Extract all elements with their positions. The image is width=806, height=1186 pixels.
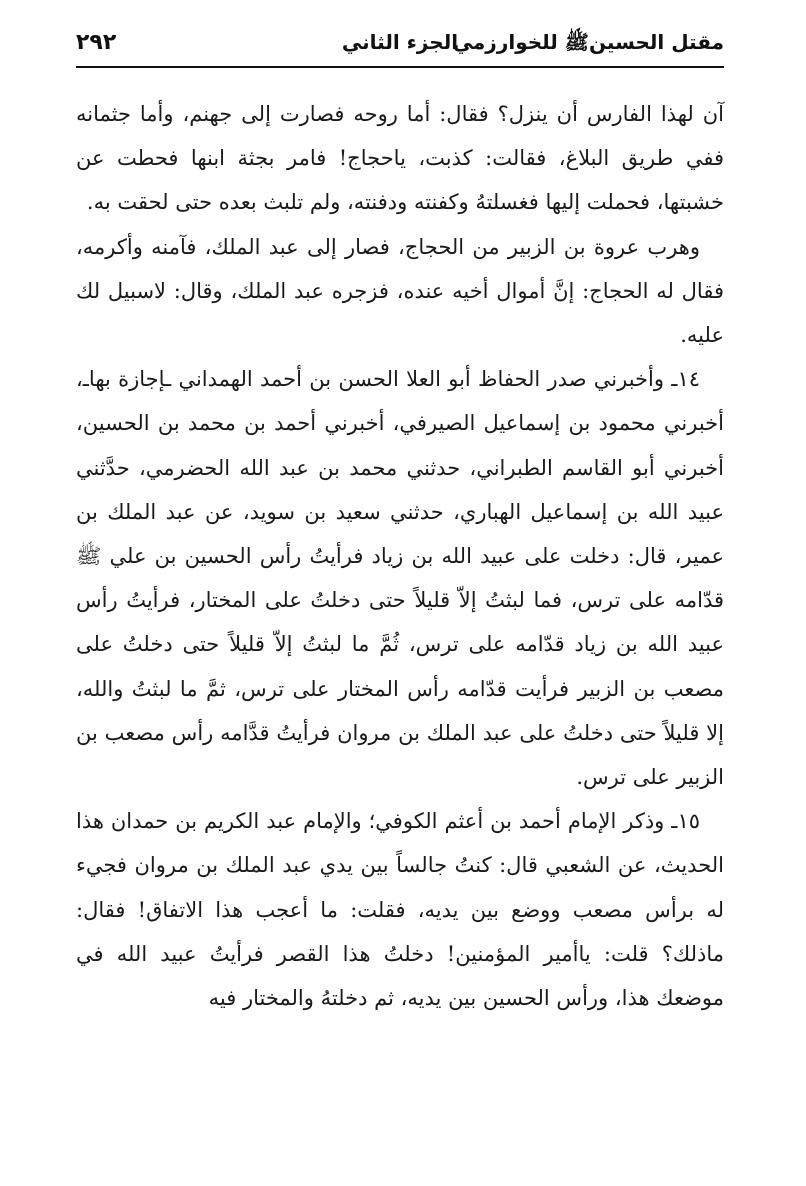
page-header [76, 30, 724, 64]
page-number: ٢٩٢ [76, 30, 117, 55]
header-rule [76, 66, 724, 68]
paragraph-1: آن لهذا الفارس أن ينزل؟ فقال: أما روحه فصارت إلى جهنم، وأما جثمانه ففي طريق البلاغ، فقالت: كذبت، ياحجاج! فامر بجثة ابنها فحطت عن خشبتها، فحملت إليها فغسلتهُ وكفنته ودفنته، ولم تلبث بعده حتى لحقت به. [76, 102, 724, 215]
page-body [76, 92, 724, 1020]
paragraph-4: ١٥ـ وذكر الإمام أحمد بن أعثم الكوفي؛ والإمام عبد الكريم بن حمدان هذا الحديث، عن الشعبي قال: كنتُ جالساً بين يدي عبد الملك بن مروان فجيء له برأس مصعب ووضع بين يديه، فقلت: ما أعجب هذا الاتفاق! فقال: ماذلك؟ قلت: ياأمير المؤمنين! دخلتُ هذا القصر فرأيتُ عبيد الله في موضعك هذا، ورأس الحسين بين يديه، ثم دخلتهُ والمختار فيه [76, 809, 724, 1011]
book-title: مقتل الحسينﷺ للخوارزمي [452, 30, 724, 54]
paragraph-3: ١٤ـ وأخبرني صدر الحفاظ أبو العلا الحسن بن أحمد الهمداني ـإجازة بهاـ، أخبرني محمود بن إسماعيل الصيرفي، أخبرني أحمد بن محمد بن الحسين، أخبرني أبو القاسم الطبراني، حدثني محمد بن عبد الله الحضرمي، حدَّثني عبيد الله بن إسماعيل الهباري، حدثني سعيد بن سويد، عن عبد الملك بن عمير، قال: دخلت على عبيد الله بن زياد فرأيتُ رأس الحسين بن علي ﷺ قدّامه على ترس، فما لبثتُ إلاّ قليلاً حتى دخلتُ على المختار، فرأيتُ رأس عبيد الله بن زياد قدّامه على ترس، ثُمَّ ما لبثتُ إلاّ قليلاً حتى دخلتُ على مصعب بن الزبير فرأيت قدّامه رأس المختار على ترس، ثمَّ ما لبثتُ والله، إلا قليلاً حتى دخلتُ على عبد الملك بن مروان فرأيتُ قدَّامه رأس مصعب بن الزبير على ترس. [76, 367, 724, 790]
paragraph-2: وهرب عروة بن الزبير من الحجاج، فصار إلى عبد الملك، فآمنه وأكرمه، فقال له الحجاج: إنَّ أموال أخيه عنده، فزجره عبد الملك، وقال: لاسبيل لك عليه. [76, 234, 724, 348]
volume-title: الجزء الثاني [341, 30, 459, 54]
